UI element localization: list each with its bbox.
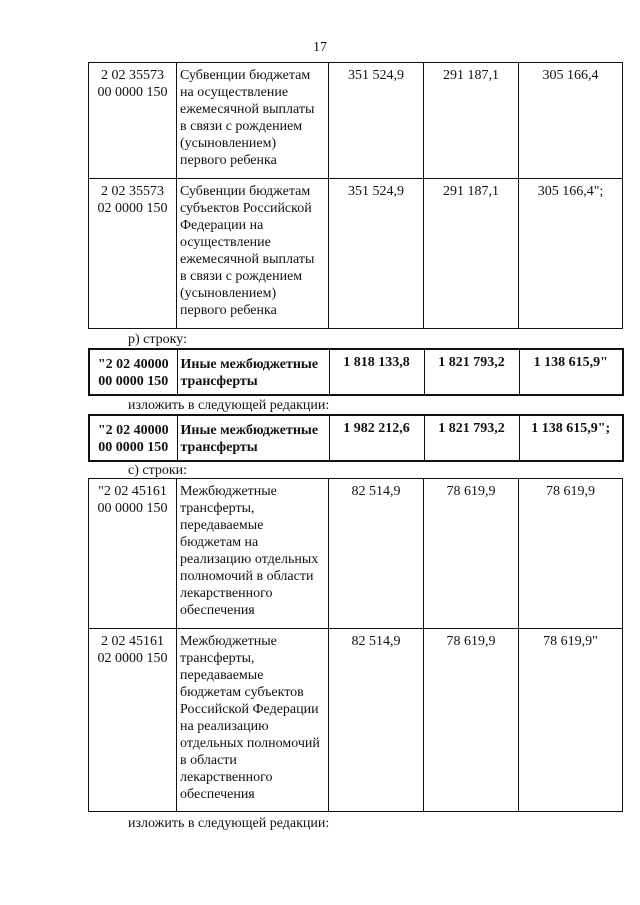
table-row <box>89 63 623 179</box>
value-cell: 1 138 615,9" <box>519 349 623 395</box>
table-row <box>89 415 623 461</box>
page-number: 17 <box>313 40 327 55</box>
name-cell: Субвенции бюджетам на осуществление ежемесячной выплаты в связи с рождением (усыновлением) первого ребенка <box>177 63 329 179</box>
table-row <box>89 629 623 812</box>
value-cell: 305 166,4"; <box>519 179 623 329</box>
value-cell: 78 619,9 <box>519 479 623 629</box>
note-edit-2: изложить в следующей редакции: <box>128 816 330 831</box>
code-cell: "2 02 40000 00 0000 150 <box>89 415 177 461</box>
value-cell: 78 619,9 <box>424 629 519 812</box>
name-cell: Иные межбюджетные трансферты <box>177 415 329 461</box>
table-row <box>89 179 623 329</box>
note-r: р) строку: <box>128 332 187 347</box>
code-cell: 2 02 35573 02 0000 150 <box>89 179 177 329</box>
value-cell: 1 821 793,2 <box>424 415 519 461</box>
table-other-transfers-old <box>88 348 624 396</box>
name-cell: Межбюджетные трансферты, передаваемые бюджетам на реализацию отдельных полномочий в области лекарственного обеспечения <box>177 479 329 629</box>
value-cell: 351 524,9 <box>329 63 424 179</box>
note-s: с) строки: <box>128 463 188 478</box>
table-subventions <box>88 62 623 329</box>
value-cell: 351 524,9 <box>329 179 424 329</box>
code-cell: "2 02 40000 00 0000 150 <box>89 349 177 395</box>
value-cell: 82 514,9 <box>329 629 424 812</box>
code-cell: 2 02 35573 00 0000 150 <box>89 63 177 179</box>
value-cell: 1 818 133,8 <box>329 349 424 395</box>
code-cell: "2 02 45161 00 0000 150 <box>89 479 177 629</box>
code-cell: 2 02 45161 02 0000 150 <box>89 629 177 812</box>
table-drug-transfers <box>88 478 623 812</box>
value-cell: 78 619,9" <box>519 629 623 812</box>
value-cell: 291 187,1 <box>424 179 519 329</box>
value-cell: 1 821 793,2 <box>424 349 519 395</box>
value-cell: 305 166,4 <box>519 63 623 179</box>
note-edit-1: изложить в следующей редакции: <box>128 398 330 413</box>
name-cell: Субвенции бюджетам субъектов Российской Федерации на осуществление ежемесячной выплаты в связи с рождением (усыновлением) первого ребенка <box>177 179 329 329</box>
name-cell: Межбюджетные трансферты, передаваемые бюджетам субъектов Российской Федерации на реализацию отдельных полномочий в области лекарственного обеспечения <box>177 629 329 812</box>
name-cell: Иные межбюджетные трансферты <box>177 349 329 395</box>
value-cell: 291 187,1 <box>424 63 519 179</box>
value-cell: 1 138 615,9"; <box>519 415 623 461</box>
table-row <box>89 479 623 629</box>
value-cell: 1 982 212,6 <box>329 415 424 461</box>
value-cell: 82 514,9 <box>329 479 424 629</box>
table-row <box>89 349 623 395</box>
table-other-transfers-new <box>88 414 624 462</box>
value-cell: 78 619,9 <box>424 479 519 629</box>
